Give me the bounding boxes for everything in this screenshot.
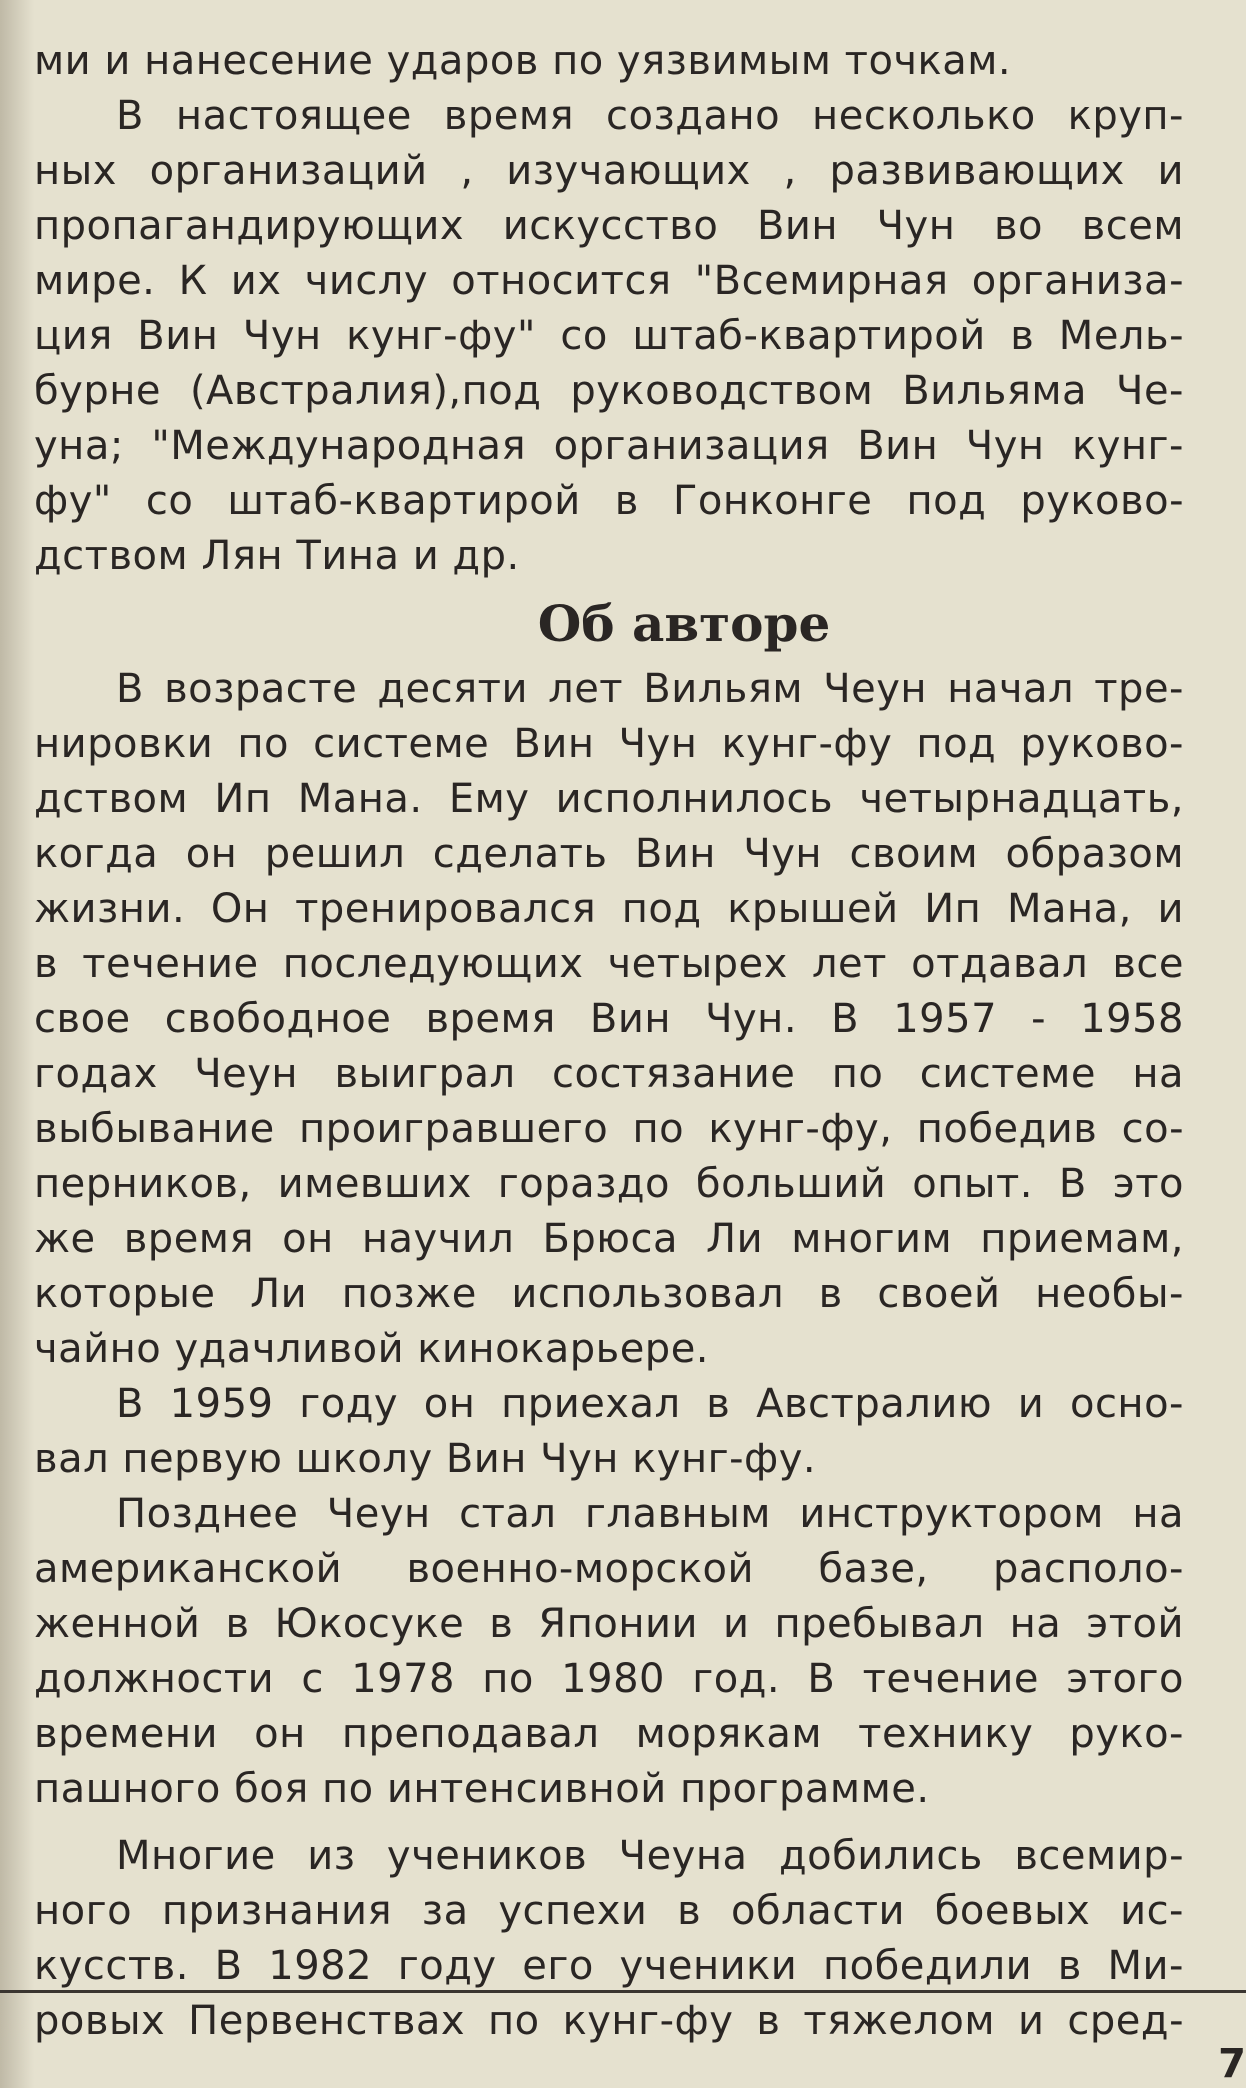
text-line: времени он преподавал морякам технику руко-	[34, 1711, 1184, 1757]
text-line: В возрасте десяти лет Вильям Чеун начал тре-	[116, 666, 1184, 712]
paragraph-intro-end	[34, 34, 1184, 89]
text-line: мире. К их числу относится "Всемирная организа-	[34, 258, 1184, 304]
text-line: же время он научил Брюса Ли многим приемам,	[34, 1216, 1184, 1262]
text-line: чайно удачливой кинокарьере.	[34, 1326, 710, 1372]
text-line: годах Чеун выиграл состязание по системе на	[34, 1051, 1184, 1097]
page-number: 7	[1218, 2041, 1246, 2087]
text-line: кусств. В 1982 году его ученики победили в Ми-	[34, 1943, 1184, 1989]
paragraph-about-1	[34, 662, 1184, 1377]
text-line: свое свободное время Вин Чун. В 1957 - 1958	[34, 996, 1184, 1042]
text-line: должности с 1978 по 1980 год. В течение этого	[34, 1656, 1184, 1702]
text-line: перников, имевших гораздо больший опыт. В это	[34, 1161, 1184, 1207]
text-line: дством Лян Тина и др.	[34, 533, 520, 579]
text-line: ровых Первенствах по кунг-фу в тяжелом и сред-	[34, 1998, 1184, 2044]
text-line: фу" со штаб-квартирой в Гонконге под руково-	[34, 478, 1184, 524]
paragraph-about-3	[34, 1487, 1184, 1817]
footer-rule	[0, 1990, 1246, 1993]
text-line: уна; "Международная организация Вин Чун кунг-	[34, 423, 1184, 469]
text-line: вал первую школу Вин Чун кунг-фу.	[34, 1436, 817, 1482]
text-line: ция Вин Чун кунг-фу" со штаб-квартирой в Мель-	[34, 313, 1184, 359]
text-line: нировки по системе Вин Чун кунг-фу под руково-	[34, 721, 1184, 767]
text-line: ных организаций , изучающих , развивающих и	[34, 148, 1184, 194]
text-line: Позднее Чеун стал главным инструктором на	[116, 1491, 1184, 1537]
text-line: ми и нанесение ударов по уязвимым точкам.	[34, 38, 1012, 84]
text-line: американской военно-морской базе, располо-	[34, 1546, 1184, 1592]
paragraph-about-2	[34, 1377, 1184, 1487]
text-block	[34, 34, 1184, 2049]
paragraph-organizations	[34, 89, 1184, 584]
text-line: В 1959 году он приехал в Австралию и осно-	[116, 1381, 1184, 1427]
section-heading: Об авторе	[537, 594, 831, 653]
text-line: дством Ип Мана. Ему исполнилось четырнадцать,	[34, 776, 1184, 822]
text-line: когда он решил сделать Вин Чун своим образом	[34, 831, 1184, 877]
text-line: бурне (Австралия),под руководством Вильяма Че-	[34, 368, 1184, 414]
text-line: женной в Юкосуке в Японии и пребывал на этой	[34, 1601, 1184, 1647]
text-line: жизни. Он тренировался под крышей Ип Мана, и	[34, 886, 1184, 932]
text-line: пропагандирующих искусство Вин Чун во всем	[34, 203, 1184, 249]
text-line: которые Ли позже использовал в своей необы-	[34, 1271, 1184, 1317]
text-line: пашного боя по интенсивной программе.	[34, 1766, 930, 1812]
text-line: выбывание проигравшего по кунг-фу, победив со-	[34, 1106, 1184, 1152]
paragraph-about-4	[34, 1829, 1184, 2049]
paragraph-gap	[34, 1817, 1184, 1829]
text-line: Многие из учеников Чеуна добились всемир-	[116, 1833, 1184, 1879]
text-line: в течение последующих четырех лет отдавал все	[34, 941, 1184, 987]
spine-shadow	[0, 0, 34, 2088]
text-line: В настоящее время создано несколько круп-	[116, 93, 1184, 139]
text-line: ного признания за успехи в области боевых ис-	[34, 1888, 1184, 1934]
